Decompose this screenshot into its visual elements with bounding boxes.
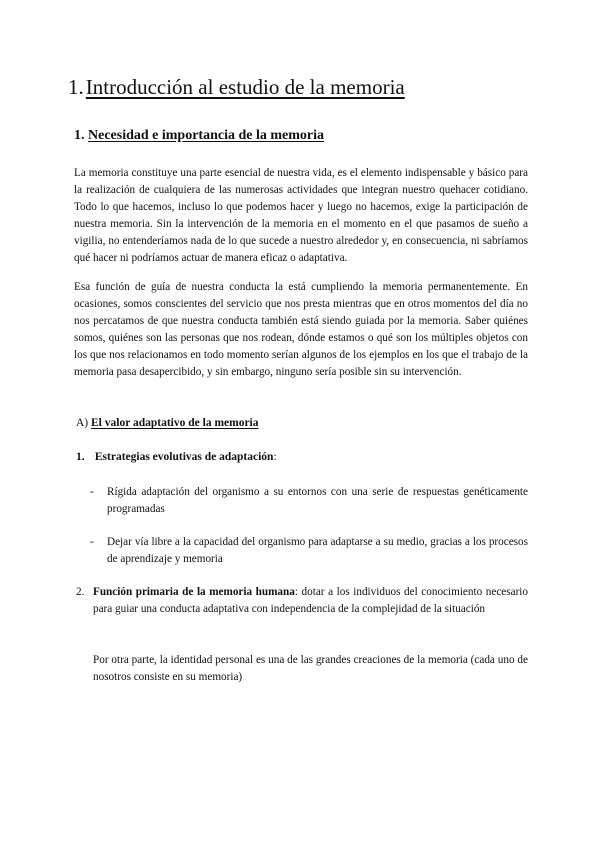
section-heading-number: 1. [74, 128, 85, 143]
list-item-1-colon: : [273, 451, 277, 463]
bullet-item [90, 484, 528, 518]
bullet-dash: - [90, 536, 94, 548]
list-item-2-number: 2. [76, 586, 85, 598]
bullet-text: Rígida adaptación del organismo a su entornos con una serie de respuestas genéticamente programadas [107, 486, 528, 516]
section-heading-title: Necesidad e importancia de la memoria [88, 128, 325, 143]
section-heading [74, 128, 324, 144]
main-heading-title: Introducción al estudio de la memoria [85, 75, 405, 99]
list-item-2-content [93, 584, 528, 618]
subsection-title: El valor adaptativo de la memoria [91, 417, 259, 429]
list-item-1 [76, 451, 277, 463]
list-item-1-number: 1. [76, 451, 85, 463]
bullet-item [90, 534, 528, 568]
subsection-heading [76, 417, 259, 429]
list-item-2 [76, 584, 528, 618]
main-heading-number: 1. [68, 75, 84, 99]
subsection-letter: A) [76, 417, 89, 429]
main-heading [68, 74, 405, 100]
list-item-2-title: Función primaria de la memoria humana [93, 586, 295, 598]
paragraph-2: Esa función de guía de nuestra conducta la está cumpliendo la memoria permanentemente. En ocasiones, somos conscientes del servicio que nos presta mientras que en otros momentos del día no nos percatamos de que nuestra conducta también está siendo guiada por la memoria. Saber quiénes somos, quiénes son las personas que nos rodean, dónde estamos o qué son los múltiples objetos con los que nos relacionamos en todo momento serían algunos de los ejemplos en los que el trabajo de la memoria pasa desapercibido, y sin embargo, ninguno sería posible sin su intervención. [74, 281, 528, 379]
bullet-text: Dejar vía libre a la capacidad del organismo para adaptarse a su medio, gracias a los procesos de aprendizaje y memoria [107, 536, 528, 566]
closing-paragraph: Por otra parte, la identidad personal es una de las grandes creaciones de la memoria (cada uno de nosotros consiste en su memoria) [93, 654, 528, 684]
list-item-2-text: : dotar a los individuos del conocimiento necesario para guiar una conducta adaptativa con independencia de la complejidad de la situación [93, 586, 528, 616]
paragraph-1: La memoria constituye una parte esencial de nuestra vida, es el elemento indispensable y básico para la realización de cualquiera de las numerosas actividades que integran nuestro quehacer cotidiano. Todo lo que hacemos, incluso lo que podemos hacer y luego no hacemos, exige la participación de nuestra memoria. Sin la intervención de la memoria en el momento en el que pasamos de sueño a vigilia, no entenderíamos nada de lo que sucede a nuestro alrededor y, en consecuencia, ni sabríamos qué hacer ni podríamos actuar de manera eficaz o adaptativa. [74, 167, 528, 265]
list-item-1-title: Estrategias evolutivas de adaptación [94, 451, 274, 463]
bullet-dash: - [90, 486, 94, 498]
